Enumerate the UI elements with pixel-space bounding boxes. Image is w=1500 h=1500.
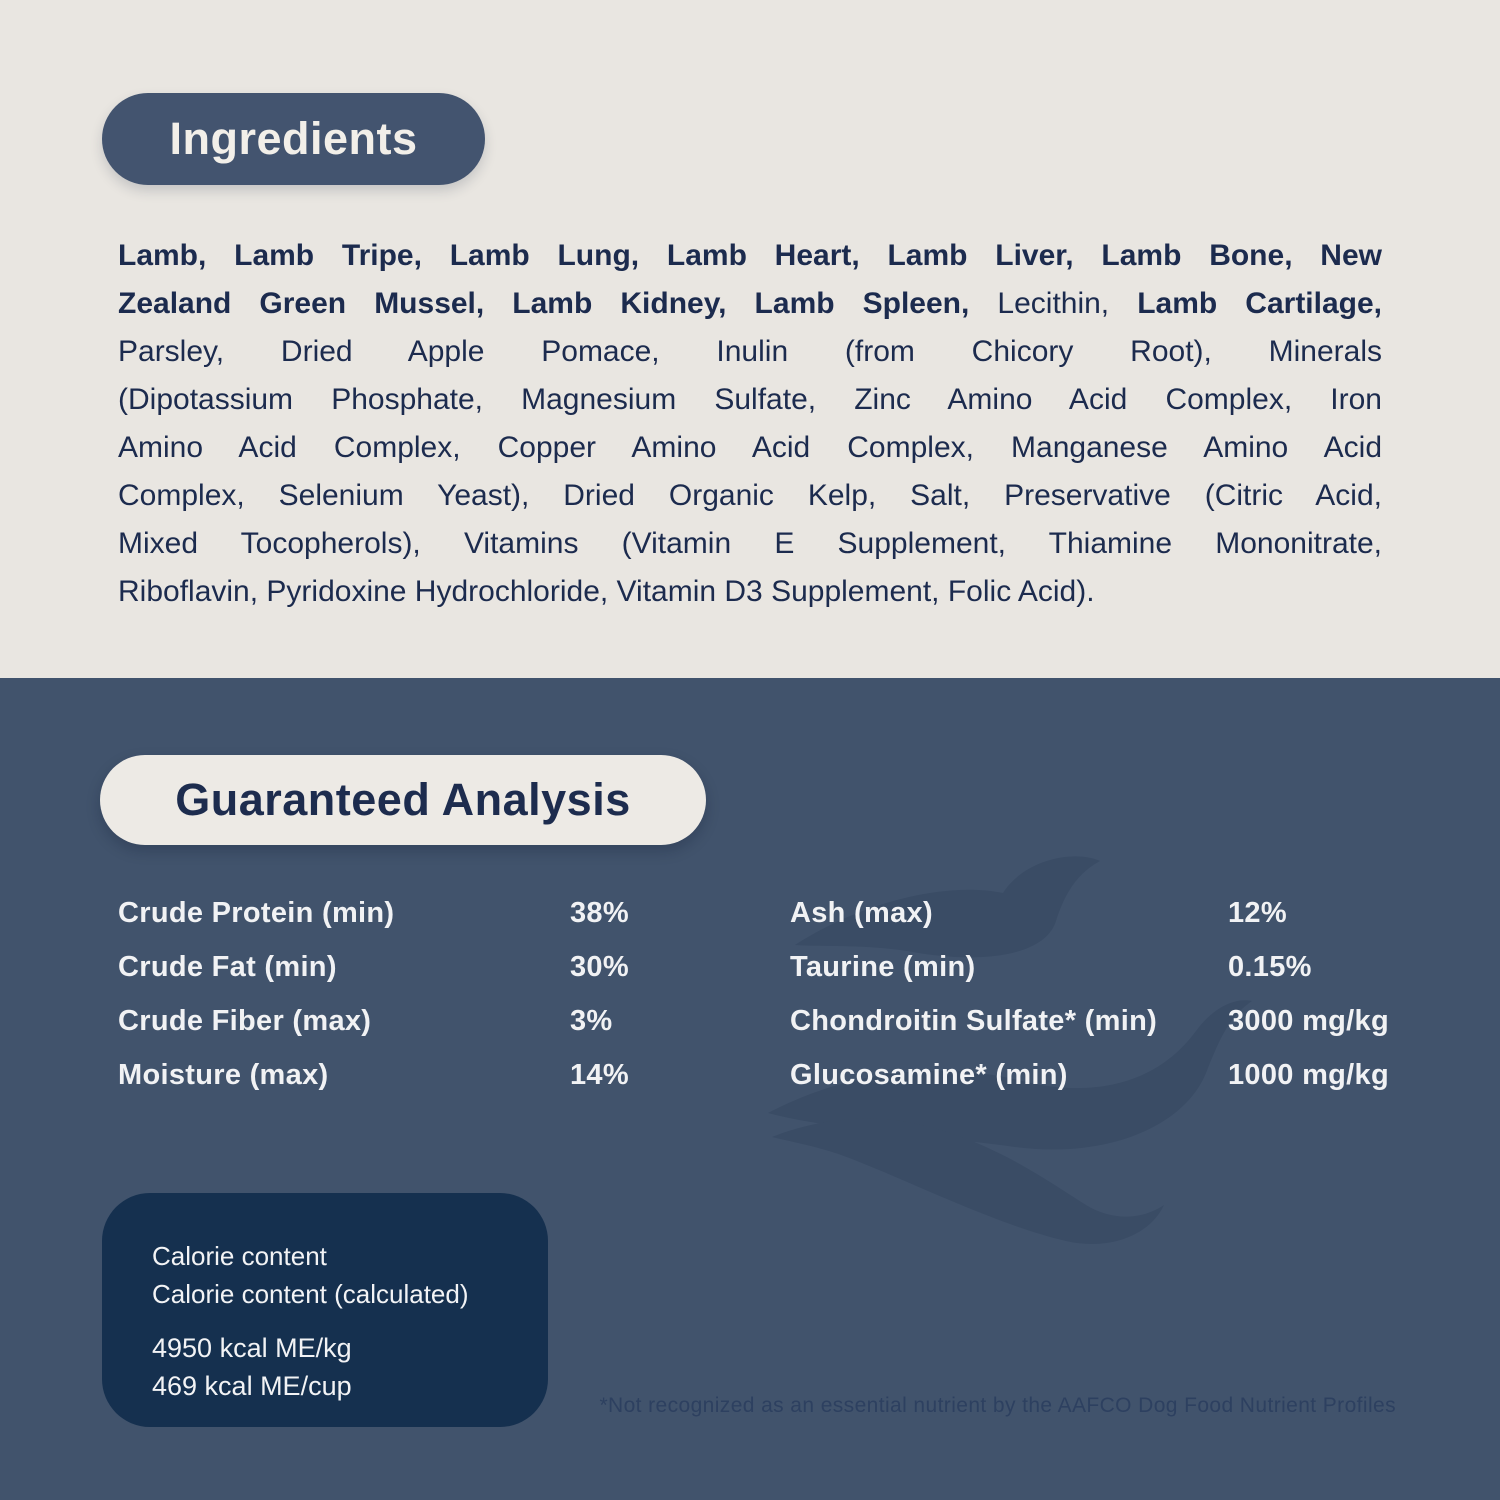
ingredients-line: Zealand Green Mussel, Lamb Kidney, Lamb Spleen, Lecithin, Lamb Cartilage, (118, 287, 1383, 320)
ingredients-line: Riboflavin, Pyridoxine Hydrochloride, Vitamin D3 Supplement, Folic Acid). (118, 575, 1095, 608)
ingredients-list (118, 232, 1382, 616)
ingredients-line: (Dipotassium Phosphate, Magnesium Sulfate, Zinc Amino Acid Complex, Iron (118, 383, 1382, 416)
analysis-row: Crude Protein (min) 38% (118, 897, 629, 929)
ingredients-line: Parsley, Dried Apple Pomace, Inulin (from Chicory Root), Minerals (118, 335, 1382, 368)
analysis-table-left-column (118, 898, 778, 1114)
analysis-row: Chondroitin Sulfate* (min) 3000 mg/kg (790, 1005, 1389, 1037)
calorie-content-line: Calorie content (152, 1241, 327, 1271)
calorie-value-line: 469 kcal ME/cup (152, 1371, 352, 1401)
guaranteed-analysis-heading-pill (100, 755, 706, 845)
calorie-content-values (152, 1329, 518, 1405)
analysis-table-right-column (790, 898, 1470, 1114)
calorie-content-line: Calorie content (calculated) (152, 1279, 469, 1309)
ingredients-line: Amino Acid Complex, Copper Amino Acid Complex, Manganese Amino Acid (118, 431, 1382, 464)
ingredients-line: Complex, Selenium Yeast), Dried Organic Kelp, Salt, Preservative (Citric Acid, (118, 479, 1382, 512)
ingredients-line: Lamb, Lamb Tripe, Lamb Lung, Lamb Heart, Lamb Liver, Lamb Bone, New (118, 239, 1382, 272)
calorie-content-box (102, 1193, 548, 1427)
guaranteed-analysis-title: Guaranteed Analysis (175, 774, 631, 825)
ingredients-line: Mixed Tocopherols), Vitamins (Vitamin E Supplement, Thiamine Mononitrate, (118, 527, 1382, 560)
ingredients-title: Ingredients (169, 113, 418, 164)
ingredients-heading-pill (102, 93, 485, 185)
ingredients-section (0, 0, 1500, 678)
analysis-row: Crude Fiber (max) 3% (118, 1005, 613, 1037)
analysis-row: Ash (max) 12% (790, 897, 1287, 929)
aafco-footnote: *Not recognized as an essential nutrient by the AAFCO Dog Food Nutrient Profiles (599, 1394, 1396, 1417)
analysis-row: Crude Fat (min) 30% (118, 951, 629, 983)
calorie-value-line: 4950 kcal ME/kg (152, 1333, 352, 1363)
calorie-content-labels (152, 1237, 518, 1313)
analysis-row: Taurine (min) 0.15% (790, 951, 1312, 983)
analysis-row: Moisture (max) 14% (118, 1059, 629, 1091)
analysis-row: Glucosamine* (min) 1000 mg/kg (790, 1059, 1389, 1091)
guaranteed-analysis-section (0, 678, 1500, 1500)
